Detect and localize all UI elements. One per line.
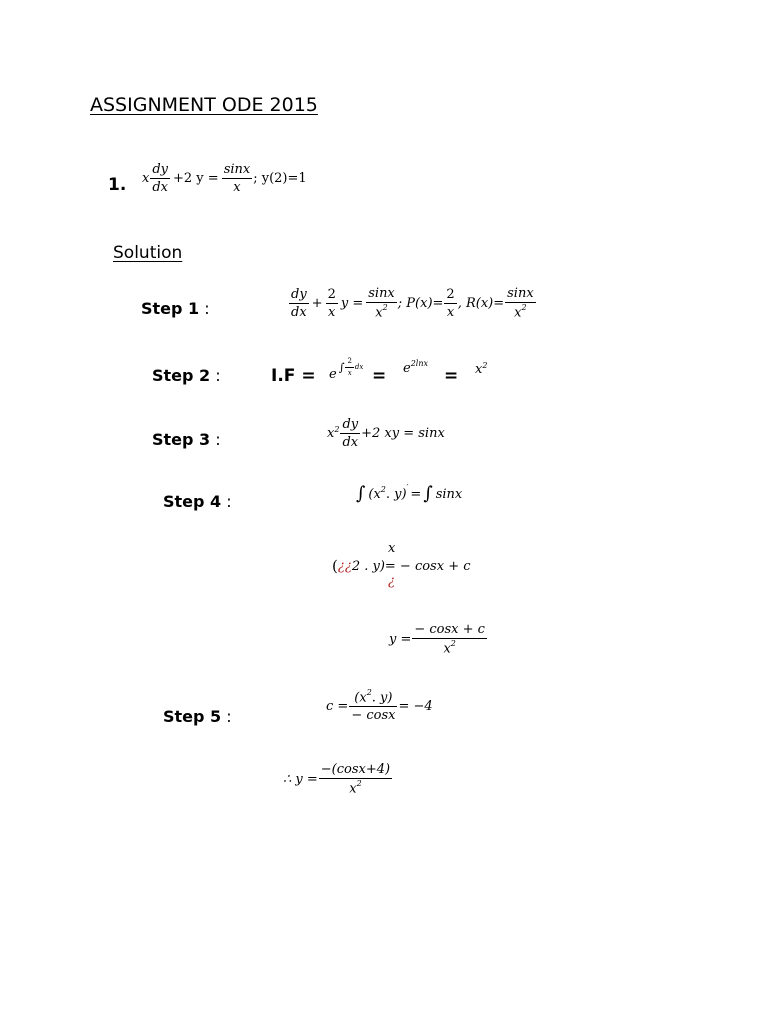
step-5-equation: c = $\frac{(x^2. y)}{- \cos x}$ = −4: [326, 688, 433, 724]
eq-fraction-dydx: dy dx: [152, 162, 169, 195]
step-4b-equation: ( ¿¿ 2 . y)= − cosx + c: [332, 557, 471, 575]
e-power-2lnx: e $^{2lnx}$: [403, 358, 429, 376]
step-3-label: Step 3 :: [152, 430, 221, 449]
step-5-label: Step 5 :: [163, 707, 232, 726]
step-1-equation: dy dx + $\frac{2}{x}$ y = $\frac{\sin x}{x^2}$ ; P(x)= $\frac{2}{x}$ , R(x)= $\frac{\sin x}{x^2}$: [291, 286, 534, 321]
eq-x: x: [142, 171, 150, 186]
question-number: 1.: [108, 175, 127, 195]
step-4-equation: ∫ (x $^2$ . y) ′ = ∫ sinx: [356, 483, 463, 504]
step-3-equation: x $^2$ dy dx +2 xy = sinx: [327, 417, 445, 450]
document-title: ASSIGNMENT ODE 2015: [90, 94, 318, 116]
eq-plus-2y: +2 y =: [173, 171, 219, 186]
eq-initial-condition: ; y(2)=1: [253, 171, 307, 186]
equals-1: =: [372, 366, 387, 386]
step-4-label: Step 4 :: [163, 492, 232, 511]
eq-fraction-sinx: $\frac{\sin x}{x}$: [223, 162, 251, 195]
equals-2: =: [444, 366, 459, 386]
integrating-factor-expression: e ∫ 2 x dx: [329, 357, 364, 382]
step-4b-superscript-x: x: [388, 541, 396, 556]
solution-heading: Solution: [113, 243, 183, 263]
x-squared: x $^2$: [475, 360, 488, 377]
step-4c-equation: y = $\frac{- \cos x + c}{x^2}$: [389, 622, 485, 657]
step-4b-subscript-mark: ¿: [388, 574, 395, 589]
question-equation: [142, 163, 307, 194]
integrating-factor-label: I.F =: [271, 366, 316, 386]
step-1-label: Step 1 :: [141, 299, 210, 318]
step-2-label: Step 2 :: [152, 366, 221, 385]
final-answer: ∴ y = $\frac{-(\cos x+4)}{x^2}$: [283, 762, 391, 797]
